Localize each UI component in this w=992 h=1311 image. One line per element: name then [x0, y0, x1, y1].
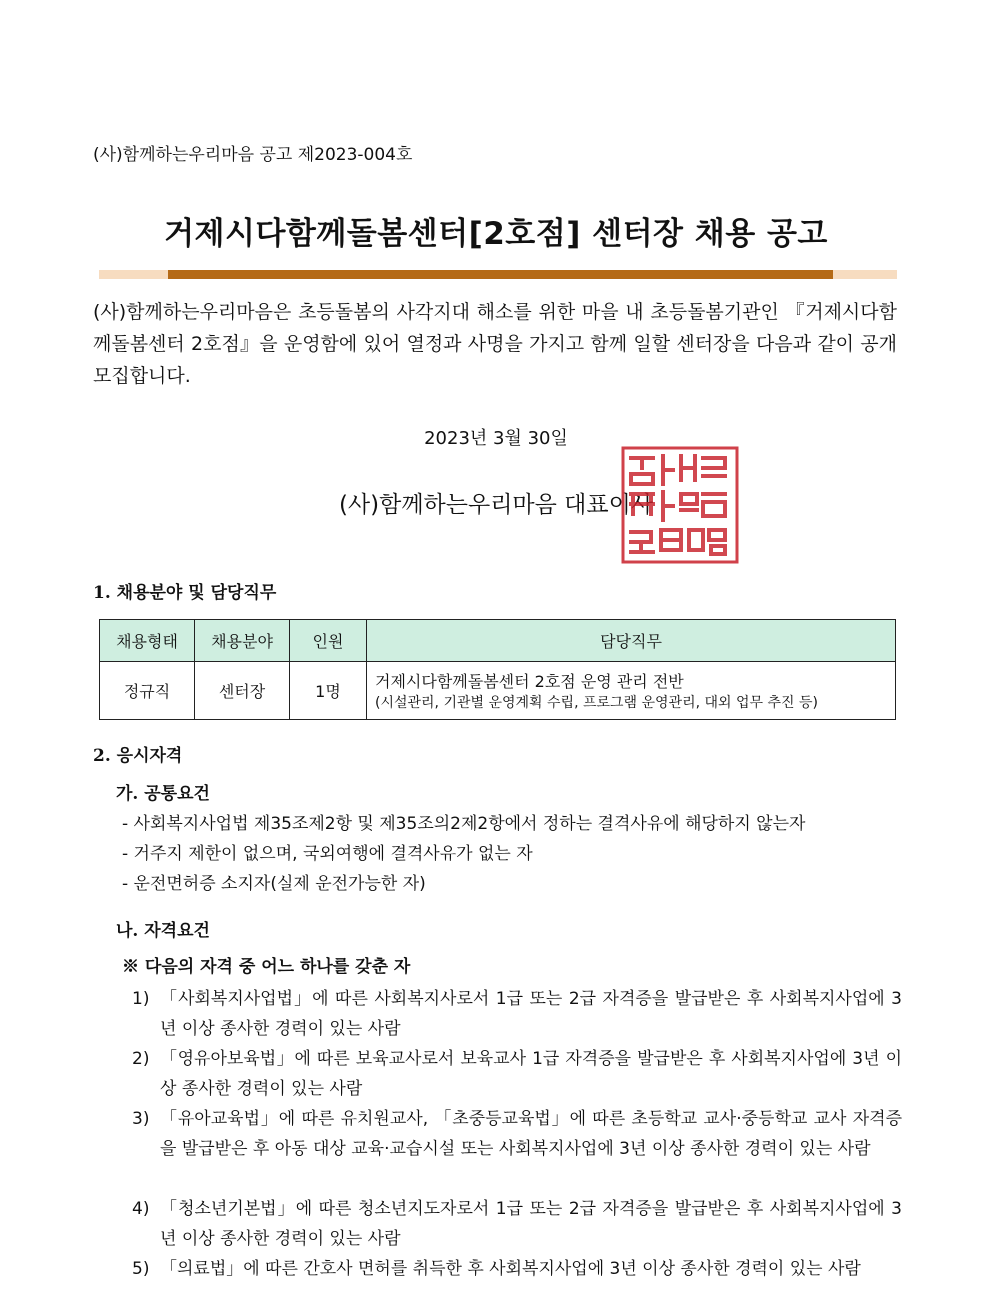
- qualification-heading: 나. 자격요건: [116, 921, 210, 941]
- table-header-cell: 인원: [290, 620, 367, 662]
- duty-main-text: 거제시다함께돌봄센터 2호점 운영 관리 전반: [375, 672, 684, 691]
- item-number: 3): [132, 1109, 150, 1129]
- jobs-table: [99, 619, 896, 720]
- employment-type-cell: 정규직: [100, 662, 195, 720]
- headcount-cell: 1명: [290, 662, 367, 720]
- list-item: [132, 1044, 902, 1104]
- announcement-date: 2023년 3월 30일: [424, 428, 568, 449]
- table-header-cell: 담당직무: [367, 620, 896, 662]
- table-header-cell: 채용형태: [100, 620, 195, 662]
- section1-heading: 1. 채용분야 및 담당직무: [93, 583, 277, 603]
- intro-paragraph: (사)함께하는우리마음은 초등돌봄의 사각지대 해소를 위한 마을 내 초등돌봄기관인 『거제시다함께돌봄센터 2호점』을 운영함에 있어 열정과 사명을 가지고 함께 일할 센터장을 다음과 같이 공개 모집합니다.: [93, 301, 897, 387]
- section2-heading: 2. 응시자격: [93, 746, 183, 766]
- duty-detail-text: (시설관리, 기관별 운영계획 수립, 프로그램 운영관리, 대외 업무 추진 등): [375, 695, 818, 711]
- list-item: - 사회복지사업법 제35조제2항 및 제35조의2제2항에서 정하는 결격사유에 해당하지 않는자: [122, 814, 806, 834]
- item-text: 「의료법」에 따른 간호사 면허를 취득한 후 사회복지사업에 3년 이상 종사한 경력이 있는 사람: [160, 1259, 861, 1279]
- list-item: [132, 1194, 902, 1254]
- issuer-name: (사)함께하는우리마음 대표이사: [338, 492, 654, 518]
- qualification-note: ※ 다음의 자격 중 어느 하나를 갖춘 자: [122, 957, 411, 977]
- seal-icon: [619, 444, 741, 566]
- title-underline-dark: [168, 270, 833, 279]
- list-item: [132, 1254, 902, 1284]
- employment-field-cell: 센터장: [195, 662, 290, 720]
- item-number: 2): [132, 1049, 150, 1069]
- table-header-row: [100, 620, 896, 662]
- item-text: 「영유아보육법」에 따른 보육교사로서 보육교사 1급 자격증을 발급받은 후 사회복지사업에 3년 이상 종사한 경력이 있는 사람: [160, 1049, 902, 1099]
- item-number: 1): [132, 989, 150, 1009]
- official-seal-stamp: [619, 444, 741, 566]
- item-number: 4): [132, 1199, 150, 1219]
- list-item: - 거주지 제한이 없으며, 국외여행에 결격사유가 없는 자: [122, 844, 533, 864]
- common-requirements-heading: 가. 공통요건: [116, 784, 210, 804]
- table-header-cell: 채용분야: [195, 620, 290, 662]
- list-item: [132, 984, 902, 1044]
- item-text: 「사회복지사업법」에 따른 사회복지사로서 1급 또는 2급 자격증을 발급받은 후 사회복지사업에 3년 이상 종사한 경력이 있는 사람: [160, 989, 902, 1039]
- item-text: 「유아교육법」에 따른 유치원교사, 「초중등교육법」에 따른 초등학교 교사·중등학교 교사 자격증을 발급받은 후 아동 대상 교육·교습시설 또는 사회복지사업에 3년 이상 종사한 경력이 있는 사람: [160, 1109, 902, 1159]
- page-title: 거제시다함께돌봄센터[2호점] 센터장 채용 공고: [164, 216, 828, 252]
- notice-number: (사)함께하는우리마음 공고 제2023-004호: [93, 145, 413, 165]
- item-text: 「청소년기본법」에 따른 청소년지도자로서 1급 또는 2급 자격증을 발급받은 후 사회복지사업에 3년 이상 종사한 경력이 있는 사람: [160, 1199, 902, 1249]
- list-item: - 운전면허증 소지자(실제 운전가능한 자): [122, 874, 426, 894]
- item-number: 5): [132, 1259, 150, 1279]
- table-row: [100, 662, 896, 720]
- duty-cell: [367, 662, 896, 720]
- list-item: [132, 1104, 902, 1164]
